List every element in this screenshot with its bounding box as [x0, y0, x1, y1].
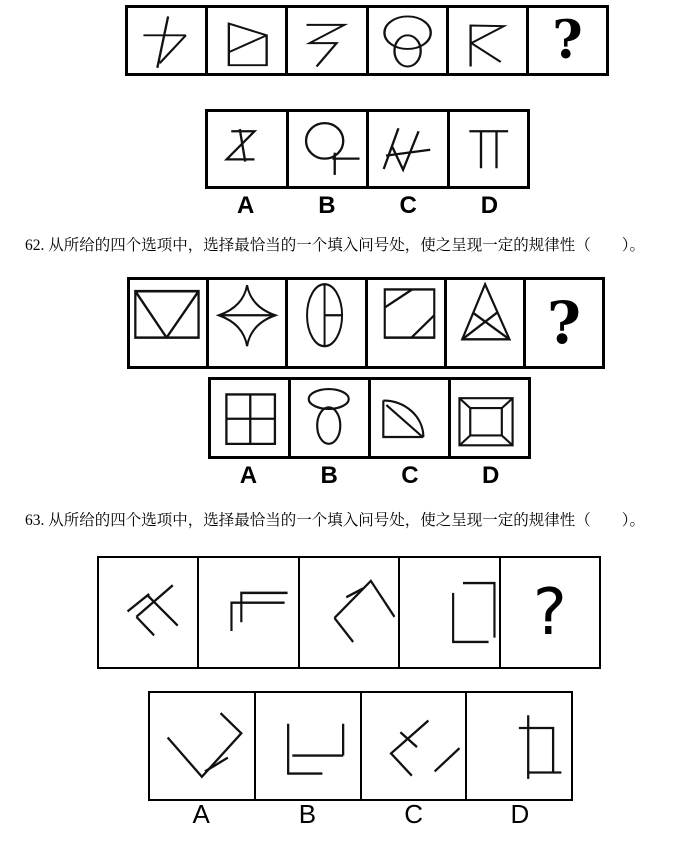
q61-option-d: [450, 112, 528, 186]
q63-stim-cell-2: [199, 558, 299, 667]
q62-options-row: [208, 377, 531, 459]
q61-option-a: [208, 112, 289, 186]
tilted-k-lines-icon: [99, 558, 197, 667]
q61-label-d: D: [480, 192, 499, 219]
q61-option-b: [289, 112, 370, 186]
q61-stim-cell-question: [529, 8, 606, 73]
q62-option-c: [371, 380, 451, 456]
q63-label-b: B: [298, 799, 317, 829]
angular-r-icon: [449, 8, 526, 73]
question-mark: ?: [532, 575, 567, 650]
tilted-x-lines-icon: [362, 693, 466, 799]
q63-stim-cell-question: [501, 558, 599, 667]
q61-stimulus-row: [125, 5, 609, 76]
q63-stimulus-row: [97, 556, 601, 669]
q61-stim-cell-5: [449, 8, 529, 73]
lambda-hook-icon: [300, 558, 398, 667]
q62-stim-cell-4: [368, 280, 447, 366]
square-two-diagonals-icon: [368, 280, 444, 366]
ellipse-stack-icon: [291, 380, 368, 456]
slanted-n-with-line-icon: [369, 112, 447, 186]
triangle-cevians-icon: [447, 280, 523, 366]
q61-options-row: [205, 109, 530, 189]
q61-stim-cell-1: [128, 8, 208, 73]
q62-label-c: C: [401, 462, 419, 489]
question-mark: ?: [552, 9, 583, 71]
q62-stim-cell-5: [447, 280, 526, 366]
q61-label-c: C: [399, 192, 417, 219]
q62-stim-cell-2: [209, 280, 288, 366]
box-overshoot-icon: [467, 693, 571, 799]
q63-option-labels: [148, 799, 573, 830]
q62-stim-cell-1: [130, 280, 209, 366]
q62-option-a: [211, 380, 291, 456]
q61-stim-cell-4: [369, 8, 449, 73]
q63-stim-cell-3: [300, 558, 400, 667]
q63-option-a: [150, 693, 256, 799]
check-hook-icon: [150, 693, 254, 799]
q62-stimulus-row: [127, 277, 605, 369]
q62-option-d: [451, 380, 528, 456]
q63-prompt: 63. 从所给的四个选项中，选择最恰当的一个填入问号处，使之呈现一定的规律性（ ）。: [25, 512, 646, 529]
q61-stim-cell-3: [288, 8, 368, 73]
question-mark: ?: [546, 289, 581, 357]
q63-option-b: [256, 693, 362, 799]
q63-label-d: D: [510, 799, 530, 829]
q63-label-c: C: [404, 799, 424, 829]
q62-option-b: [291, 380, 371, 456]
q63-stim-cell-4: [400, 558, 500, 667]
ellipse-with-cross-icon: [288, 280, 364, 366]
q62-prompt: 62. 从所给的四个选项中，选择最恰当的一个填入问号处，使之呈现一定的规律性（ ）。: [25, 237, 646, 254]
q61-label-a: A: [236, 192, 255, 219]
q62-label-b: B: [320, 462, 338, 489]
overlapping-ellipses-icon: [369, 8, 446, 73]
q62-stim-cell-question: [526, 280, 602, 366]
q63-options-row: [148, 691, 573, 801]
zigzag-three-icon: [288, 8, 365, 73]
q62-stim-cell-3: [288, 280, 367, 366]
q63-option-c: [362, 693, 468, 799]
q62-option-labels: [208, 462, 531, 490]
picture-frame-icon: [451, 380, 528, 456]
z-with-stroke-icon: [208, 112, 286, 186]
q63-label-a: A: [192, 799, 210, 829]
q62-label-d: D: [481, 462, 500, 489]
q63-stim-cell-1: [99, 558, 199, 667]
crossed-stroke-icon: [128, 8, 205, 73]
q61-option-c: [369, 112, 450, 186]
four-point-star-icon: [209, 280, 285, 366]
q63-option-d: [467, 693, 571, 799]
grid-square-icon: [211, 380, 288, 456]
quarter-sector-chord-icon: [371, 380, 448, 456]
open-rectangle-icon: [400, 558, 498, 667]
bracket-u-icon: [256, 693, 360, 799]
q61-stim-cell-2: [208, 8, 288, 73]
q61-label-b: B: [318, 192, 336, 219]
q61-option-labels: [205, 192, 530, 220]
envelope-rect-icon: [130, 280, 206, 366]
double-corner-icon: [199, 558, 297, 667]
pi-shape-icon: [450, 112, 528, 186]
flag-pentagon-icon: [208, 8, 285, 73]
q62-label-a: A: [239, 462, 258, 489]
circle-cross-stem-icon: [289, 112, 367, 186]
